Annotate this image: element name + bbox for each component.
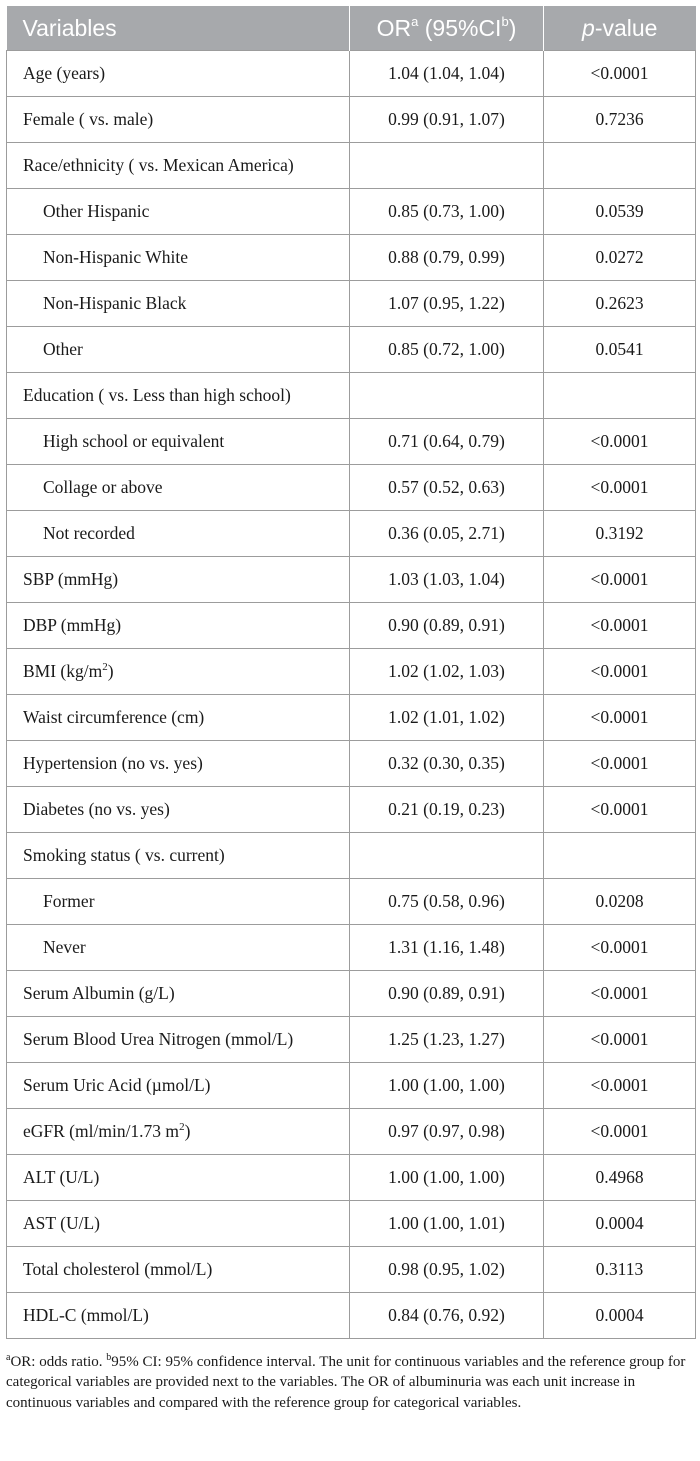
table-footnote	[6, 1352, 692, 1413]
header-p-italic: p	[582, 14, 595, 41]
or-ci-cell: 0.98 (0.95, 1.02)	[350, 1247, 544, 1293]
variable-cell	[7, 189, 350, 235]
variable-label: HDL-C (mmol/L)	[23, 1305, 149, 1325]
or-ci-cell: 1.00 (1.00, 1.00)	[350, 1063, 544, 1109]
or-ci-cell: 0.21 (0.19, 0.23)	[350, 787, 544, 833]
footnote-text-b: 95% CI: 95% confidence interval. The unit for continuous variables and the reference group for categorical variables are provided next to the variables. The OR of albuminuria was each unit increase in continuous variables and compared with the reference group for categorical variables.	[6, 1354, 686, 1411]
variable-label: Female ( vs. male)	[23, 109, 154, 129]
variable-cell	[7, 465, 350, 511]
p-value-cell: 0.3192	[544, 511, 696, 557]
p-value-cell: <0.0001	[544, 649, 696, 695]
table-row	[7, 235, 696, 281]
p-value-cell: 0.0004	[544, 1293, 696, 1339]
table-row	[7, 741, 696, 787]
p-value-cell: <0.0001	[544, 1109, 696, 1155]
footnote-sup-a: a	[6, 1352, 11, 1363]
or-ci-cell: 1.00 (1.00, 1.01)	[350, 1201, 544, 1247]
variable-label: ALT (U/L)	[23, 1167, 100, 1187]
p-value-cell: <0.0001	[544, 419, 696, 465]
or-ci-cell: 0.75 (0.58, 0.96)	[350, 879, 544, 925]
p-value-cell: <0.0001	[544, 51, 696, 97]
header-ci-open: (95%CI	[418, 14, 502, 41]
table-row	[7, 51, 696, 97]
table-row	[7, 1017, 696, 1063]
table-row	[7, 1201, 696, 1247]
p-value-cell: <0.0001	[544, 1017, 696, 1063]
header-or-label: OR	[376, 14, 412, 41]
variable-label-sup: 2	[179, 1121, 185, 1133]
table-row	[7, 1063, 696, 1109]
p-value-cell: 0.0004	[544, 1201, 696, 1247]
variable-cell	[7, 419, 350, 465]
footnote-text-a: OR: odds ratio.	[10, 1354, 107, 1370]
table-row	[7, 833, 696, 879]
table-row	[7, 327, 696, 373]
table-row	[7, 695, 696, 741]
or-ci-cell: 0.57 (0.52, 0.63)	[350, 465, 544, 511]
table-row	[7, 97, 696, 143]
header-ci-close: )	[508, 14, 517, 41]
header-variables	[7, 6, 350, 51]
variable-label: Collage or above	[43, 477, 163, 497]
variable-cell	[7, 373, 350, 419]
p-value-cell: <0.0001	[544, 1063, 696, 1109]
variable-label: eGFR (ml/min/1.73 m	[23, 1121, 180, 1141]
variable-cell	[7, 557, 350, 603]
table-row	[7, 603, 696, 649]
or-ci-cell: 1.04 (1.04, 1.04)	[350, 51, 544, 97]
variable-label: Former	[43, 891, 95, 911]
variable-label: Hypertension (no vs. yes)	[23, 753, 203, 773]
p-value-cell: 0.0208	[544, 879, 696, 925]
table-row	[7, 189, 696, 235]
footnote-sup-b: b	[106, 1352, 112, 1363]
variable-label: Non-Hispanic Black	[43, 293, 187, 313]
table-row	[7, 281, 696, 327]
p-value-cell: 0.2623	[544, 281, 696, 327]
table-row	[7, 1109, 696, 1155]
table-row	[7, 879, 696, 925]
header-or-ci	[350, 6, 544, 51]
or-ci-cell	[350, 833, 544, 879]
variable-cell	[7, 1201, 350, 1247]
variable-label: Serum Albumin (g/L)	[23, 983, 175, 1003]
table-body	[7, 51, 696, 1339]
or-ci-cell: 1.00 (1.00, 1.00)	[350, 1155, 544, 1201]
variable-cell	[7, 833, 350, 879]
variable-label: SBP (mmHg)	[23, 569, 119, 589]
variable-label: Non-Hispanic White	[43, 247, 188, 267]
p-value-cell: <0.0001	[544, 465, 696, 511]
variable-cell	[7, 971, 350, 1017]
or-ci-cell: 0.32 (0.30, 0.35)	[350, 741, 544, 787]
or-ci-cell: 0.90 (0.89, 0.91)	[350, 603, 544, 649]
variable-cell	[7, 51, 350, 97]
header-variables-label: Variables	[22, 14, 117, 41]
p-value-cell: 0.4968	[544, 1155, 696, 1201]
variable-label: Serum Uric Acid (µmol/L)	[23, 1075, 211, 1095]
variable-cell	[7, 281, 350, 327]
odds-ratio-table	[6, 6, 696, 1339]
variable-label: Not recorded	[43, 523, 135, 543]
header-row	[7, 6, 696, 51]
p-value-cell	[544, 373, 696, 419]
variable-label: DBP (mmHg)	[23, 615, 122, 635]
variable-label-after: )	[107, 661, 114, 681]
table-row	[7, 419, 696, 465]
variable-label: Serum Blood Urea Nitrogen (mmol/L)	[23, 1029, 294, 1049]
p-value-cell: <0.0001	[544, 787, 696, 833]
or-ci-cell: 0.71 (0.64, 0.79)	[350, 419, 544, 465]
variable-label: BMI (kg/m	[23, 661, 103, 681]
p-value-cell: <0.0001	[544, 925, 696, 971]
p-value-cell: 0.0541	[544, 327, 696, 373]
or-ci-cell: 0.84 (0.76, 0.92)	[350, 1293, 544, 1339]
or-ci-cell: 1.07 (0.95, 1.22)	[350, 281, 544, 327]
variable-label: Smoking status ( vs. current)	[23, 845, 225, 865]
variable-label: High school or equivalent	[43, 431, 225, 451]
p-value-cell: <0.0001	[544, 557, 696, 603]
header-p-value	[544, 6, 696, 51]
table-row	[7, 1293, 696, 1339]
variable-cell	[7, 649, 350, 695]
or-ci-cell: 0.97 (0.97, 0.98)	[350, 1109, 544, 1155]
variable-cell	[7, 1155, 350, 1201]
table-row	[7, 787, 696, 833]
variable-label-sup: 2	[102, 661, 108, 673]
p-value-cell: <0.0001	[544, 695, 696, 741]
or-ci-cell: 1.03 (1.03, 1.04)	[350, 557, 544, 603]
or-ci-cell: 0.99 (0.91, 1.07)	[350, 97, 544, 143]
variable-label: Other Hispanic	[43, 201, 150, 221]
table-row	[7, 373, 696, 419]
or-ci-cell	[350, 143, 544, 189]
or-ci-cell	[350, 373, 544, 419]
variable-label: Race/ethnicity ( vs. Mexican America)	[23, 155, 294, 175]
table-row	[7, 925, 696, 971]
or-ci-cell: 1.02 (1.02, 1.03)	[350, 649, 544, 695]
table-row	[7, 1247, 696, 1293]
variable-cell	[7, 1109, 350, 1155]
variable-label: AST (U/L)	[23, 1213, 100, 1233]
p-value-cell: 0.3113	[544, 1247, 696, 1293]
variable-cell	[7, 879, 350, 925]
table-row	[7, 1155, 696, 1201]
variable-cell	[7, 235, 350, 281]
variable-label-after: )	[184, 1121, 191, 1141]
results-table-container	[6, 6, 695, 1339]
variable-cell	[7, 787, 350, 833]
or-ci-cell: 1.02 (1.01, 1.02)	[350, 695, 544, 741]
table-row	[7, 511, 696, 557]
p-value-cell: <0.0001	[544, 741, 696, 787]
table-row	[7, 557, 696, 603]
p-value-cell: <0.0001	[544, 971, 696, 1017]
variable-label: Waist circumference (cm)	[23, 707, 205, 727]
variable-cell	[7, 511, 350, 557]
or-ci-cell: 0.36 (0.05, 2.71)	[350, 511, 544, 557]
table-row	[7, 143, 696, 189]
table-header	[7, 6, 696, 51]
or-ci-cell: 1.25 (1.23, 1.27)	[350, 1017, 544, 1063]
variable-cell	[7, 97, 350, 143]
variable-cell	[7, 1293, 350, 1339]
variable-cell	[7, 695, 350, 741]
or-ci-cell: 0.90 (0.89, 0.91)	[350, 971, 544, 1017]
header-p-rest: -value	[594, 14, 658, 41]
variable-cell	[7, 925, 350, 971]
variable-cell	[7, 1063, 350, 1109]
variable-cell	[7, 143, 350, 189]
p-value-cell: 0.7236	[544, 97, 696, 143]
or-ci-cell: 1.31 (1.16, 1.48)	[350, 925, 544, 971]
variable-label: Age (years)	[23, 63, 106, 83]
variable-label: Education ( vs. Less than high school)	[23, 385, 291, 405]
table-row	[7, 971, 696, 1017]
variable-label: Other	[43, 339, 83, 359]
p-value-cell: 0.0539	[544, 189, 696, 235]
p-value-cell: 0.0272	[544, 235, 696, 281]
variable-label: Total cholesterol (mmol/L)	[23, 1259, 213, 1279]
variable-cell	[7, 603, 350, 649]
header-ci-sup: b	[501, 13, 509, 29]
header-or-sup: a	[411, 13, 419, 29]
table-row	[7, 465, 696, 511]
or-ci-cell: 0.85 (0.73, 1.00)	[350, 189, 544, 235]
p-value-cell	[544, 833, 696, 879]
or-ci-cell: 0.88 (0.79, 0.99)	[350, 235, 544, 281]
variable-cell	[7, 741, 350, 787]
or-ci-cell: 0.85 (0.72, 1.00)	[350, 327, 544, 373]
variable-label: Never	[43, 937, 86, 957]
p-value-cell	[544, 143, 696, 189]
variable-cell	[7, 1247, 350, 1293]
variable-label: Diabetes (no vs. yes)	[23, 799, 170, 819]
variable-cell	[7, 1017, 350, 1063]
variable-cell	[7, 327, 350, 373]
table-row	[7, 649, 696, 695]
p-value-cell: <0.0001	[544, 603, 696, 649]
